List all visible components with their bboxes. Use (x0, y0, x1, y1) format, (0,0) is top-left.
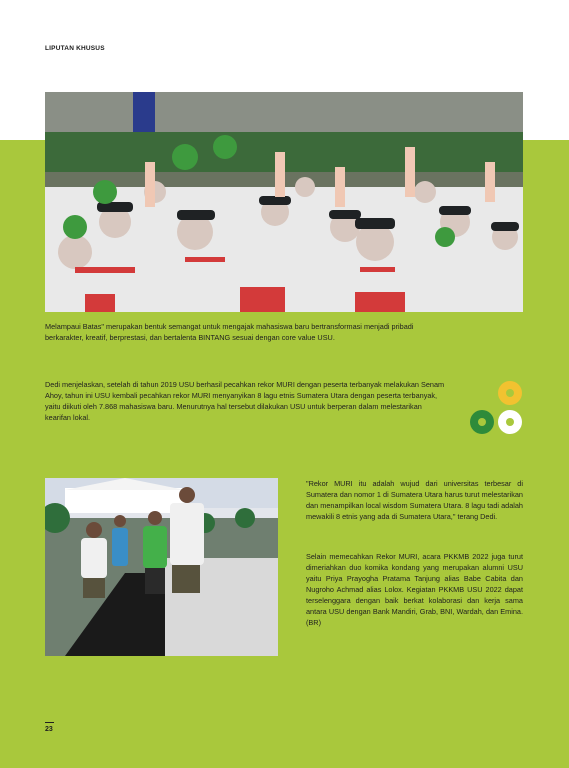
photo-crowd-icon (45, 92, 523, 312)
stage-photo (45, 478, 278, 656)
article-paragraph-1: Melampaui Batas" merupakan bentuk semangat untuk mengajak mahasiswa baru bertransformasi menjadi pribadi berkarakter, kreatif, berprestasi, dan bertalenta BINTANG sesuai dengan core value USU. (45, 322, 414, 342)
page-number-rule (45, 722, 54, 723)
decorative-circles (468, 380, 524, 438)
page-number: 23 (45, 726, 53, 733)
article-paragraph-4: Selain memecahkan Rekor MURI, acara PKKMB 2022 juga turut dimeriahkan duo komika kondang yang merupakan alumni USU yaitu Priya Prayogha Pratama Tanjung alias Babe Cabita dan Nugroho Achmad alias Lolox. Kegiatan PKKMB USU 2022 dapat terselenggara dengan baik berkat kolaborasi dan kerja sama antara USU dengan Bank Mandiri, Grab, BNI, Wardah, dan Emina. (BR) (306, 552, 523, 627)
article-paragraph-2: Dedi menjelaskan, setelah di tahun 2019 USU berhasil pecahkan rekor MURI dengan peserta terbanyak melakukan Senam Ahoy, tahun ini USU kembali pecahkan rekor MURI menyanyikan 8 lagu etnis Sumatera Utara dengan peserta terbanyak, yaitu diikuti oleh 7.868 mahasiswa baru. Menurutnya hal tersebut dilakukan USU untuk berperan dalam melestarikan kearifan lokal. (45, 380, 445, 422)
section-label: LIPUTAN KHUSUS (45, 45, 105, 52)
photo-stage-icon (45, 478, 278, 656)
crowd-photo (45, 92, 523, 312)
article-paragraph-3: "Rekor MURI itu adalah wujud dari universitas terbesar di Sumatera dan nomor 1 di Sumatera Utara harus turut melestarikan dan menampilkan local wisdom Sumatera Utara. 8 lagu tadi adalah mewakili 8 etnis yang ada di Sumatera Utara," terang Dedi. (306, 479, 523, 521)
circles-icon (468, 380, 524, 438)
